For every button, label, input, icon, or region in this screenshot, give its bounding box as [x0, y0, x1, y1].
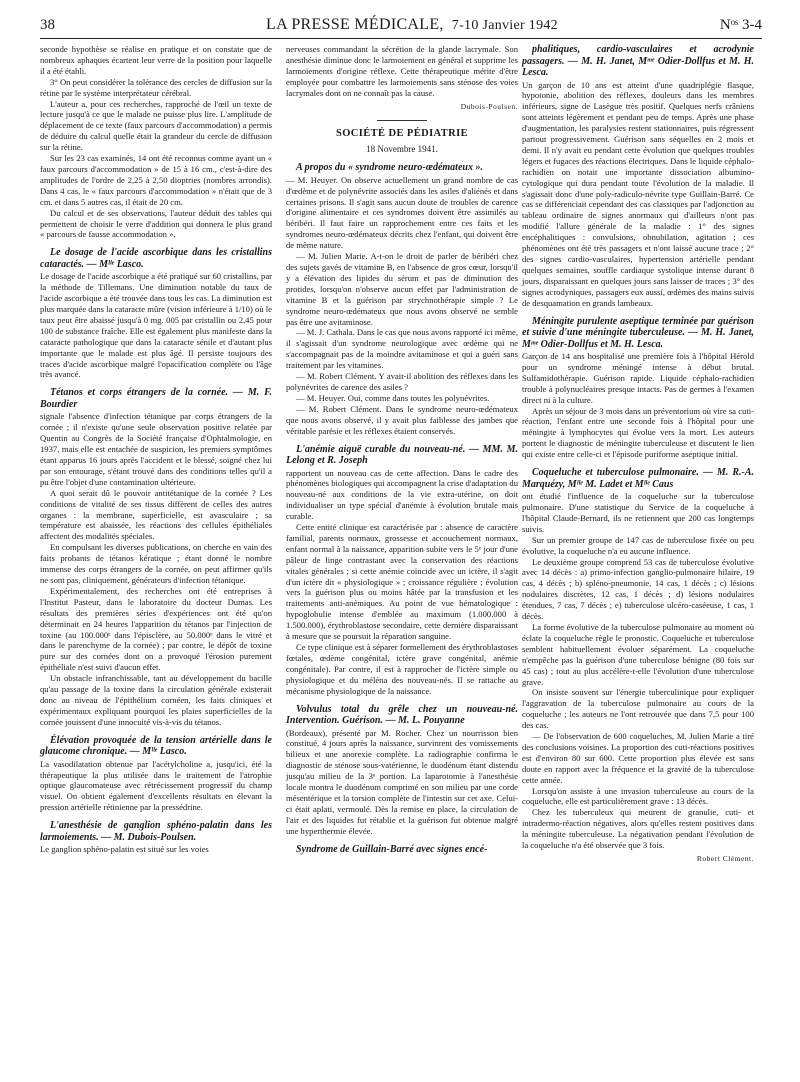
- paragraph: rapportent un nouveau cas de cette affection. Dans le cadre des phénomènes biologiques qui accompagnent la crise d'adaptation du nouveau-né aux conditions de la vie extra-utérine, on doit individualiser un type spécial d'anémie à évolution brutale mais curable.: [286, 467, 518, 522]
- paragraph: En compulsant les diverses publications, on cherche en vain des faits probants de tétanos kératique ; étant donné le nombre immense des corps étrangers de la cornée, on peut affirmer qu'ils ne sont pas, cliniquement, générateurs d'infection tétanique.: [40, 542, 272, 585]
- page-header: [40, 14, 762, 36]
- paragraph: On insiste souvent sur l'énergie tuberculinique pour expliquer l'aggravation de la tuberculose pulmonaire au cours de la coqueluche ; les auteurs ne l'ont retrouvée que dans 7,5 pour 100 des cas.: [522, 687, 754, 731]
- header-rule: [40, 38, 762, 39]
- issue-number: Nᵒˢ 3-4: [719, 17, 762, 33]
- journal-name: LA PRESSE MÉDICALE,: [266, 16, 444, 33]
- paragraph: La forme évolutive de la tuberculose pulmonaire au moment où éclate la coqueluche règle le pronostic. Coqueluche et tuberculose semblent habituellement évoluer séparément. La coqueluche n'empêche pas la guérison d'une tuberculose bénigne (80 fois sur 45 cas) ; tout au plus accélère-t-elle l'évolution d'une tuberculose grave.: [522, 621, 754, 687]
- paragraph: L'auteur a, pour ces recherches, rapproché de l'œil un texte de lecture jusqu'à ce que le malade ne puisse plus lire. L'amplitude de déplacement de ce texte (faux parcours d'accommodation) a permis de déduire du calcul quelle était la grandeur du cercle de diffusion sur la rétine.: [40, 98, 272, 153]
- author-signature: Dubois-Poulsen.: [460, 101, 518, 111]
- paragraph: Le dosage de l'acide ascorbique a été pratiqué sur 60 cristallins, par la méthode de Tillemans. Une diminution notable du taux de l'acide ascorbique a été trouvée dans tous les cas. La diminution est plus marquée dans la cataracte mûre (vision inférieure à 1/10) où le taux peut être abaissé jusqu'à 0 mg. 005 par cristallin ou 2,45 pour 100 de substance fraîche. Elle est également plus manifeste dans la cataracte pathologique que dans la cataracte sénile et d'autant plus importante que le malade est plus âgé. Il persiste toujours des traces d'acide ascorbique malgré l'opacification complète ou l'âge très avancé.: [40, 271, 272, 380]
- paragraph: Du calcul et de ses observations, l'auteur déduit des tables qui permettent de choisir le verre d'addition qui donnera le plus grand « parcours de fausse accommodation ».: [40, 207, 272, 240]
- paragraph: Le deuxième groupe comprend 53 cas de tuberculose évolutive avec 14 décès : a) primo-infection ganglio-pulmonaire hilaire, 19 cas, 4 décès ; b) spléno-pneumonie, 14 cas, 1 décès ; c) lésions nodulaires discrètes, 12 cas, 1 décès ; d) lésions nodulaires étendues, 7 cas, 7 décès ; e) tuberculose ulcéro-caséeuse, 1 cas, 1 décès.: [522, 556, 754, 622]
- paragraph: Ce type clinique est à séparer formellement des érythroblastoses fœtales, œdème congénital, ictère grave congénital, anémie congénitale). Par contre, il est à rapprocher de l'ictère simple ou physiologique et du méléna des nouveau-nés. Il se rattache au mécanisme physiologique de la naissance.: [286, 642, 518, 696]
- paragraph: Garçon de 14 ans hospitalisé une première fois à l'hôpital Hérold pour un syndrome méningé intense à début brutal. Sulfamidothérapie. Guérison rapide. Liquide céphalo-rachidien trouble à polynucléaires presque intacts. Pas de germes à l'examen direct ni à la culture.: [522, 351, 754, 405]
- paragraph: Cette entité clinique est caractérisée par : absence de caractère familial, parents normaux, grossesse et accouchement normaux, enfant normal à la naissance, apparition subite vers le 5ᵉ jour d'une pâleur de linge contrastant avec la conservation des réactions vitales générales ; si cette anémie coïncide avec un ictère, il s'agit d'un ictère dit « physiologique » ; croissance régulière ; évolution vers la guérison plus ou moins hâtée par la transfusion et les traitements anti-anémiques. Au point de vue hématologique : hypoglobulie intense d'emblée au maximum (1.000.000 à 1.500.000), érythroblastose secondaire, cette dernière disparaissant à mesure que se poursuit la réparation sanguine.: [286, 522, 518, 642]
- paragraph: — M. Robert Clément. Y avait-il abolition des réflexes dans les polynévrites de carence des asiles ?: [286, 371, 518, 392]
- paragraph: — M. J. Cathala. Dans le cas que nous avons rapporté ici même, il s'agissait d'un syndrome neurologique avec œdème qui ne s'accompagnait pas de la moindre avitaminose et qui a guéri sans traitement par les vitamines.: [286, 327, 518, 371]
- paragraph: (Bordeaux), présenté par M. Rocher. Chez un nourrisson bien constitué, 4 jours après la naissance, survinrent des vomissements bilieux et une anorexie complète. La radiographie confirma le diagnostic de sténose sous-vatérienne, le duodénum étant distendu jusqu'au milieu de la 3ᵉ portion. La laparotomie à l'anesthésie locale montra le duodénum comprimé en son milieu par une corde mésentérique et la torsion complète de l'intestin sur cet axe. Celui-ci était aplati, vermoulé. Dès la remise en place, la circulation de l'air et des liquides fut rétablie et la guérison fut obtenue malgré une hyperthermie élevée.: [286, 727, 518, 836]
- author-signature: Robert Clément.: [696, 854, 754, 863]
- article-heading: Élévation provoquée de la tension artérielle dans le glaucome chronique. — Mˡˡᵉ Lasco.: [40, 734, 272, 758]
- section-divider: [377, 120, 427, 121]
- paragraph: A quoi serait dû le pouvoir antitétanique de la cornée ? Les conditions de vitalité de ses tissus diffèrent de celles des autres organes : la membrane, superficielle, est avasculaire ; sa température est abaissée, les réactions des cellules épithéliales affectent des modalités spéciales.: [40, 487, 272, 542]
- paragraph: — M. Heuyer. Oui, comme dans toutes les polynévrites.: [296, 392, 490, 403]
- issue-date: 7-10 Janvier 1942: [451, 18, 558, 33]
- page-number: 38: [40, 17, 55, 33]
- paragraph: — M. Julien Marie. A-t-on le droit de parler de béribéri chez des sujets gavés de vitamine B, en l'absence de gros cœur, lorsqu'il y a élévation des lipides du sérum et pas de diminution des protides, lorsqu'on n'observe aucun effet par l'administration de vitamine B et la guérison par strychnothérapie simple ? Le syndrome neuro-œdémateux que nous avons observé ne semble pas être une avitaminose.: [286, 251, 518, 327]
- paragraph: Expérimentalement, des recherches ont été entreprises à l'Institut Pasteur, dans le laboratoire du docteur Dumas. Les résultats des premières séries d'expériences ont été qu'on déterminait en 24 heures l'apparition du tétanos par l'injection de toxine (au 100.000ᵉ dans l'épisclère, au 50.000ᵉ dans le vitré et dans le parenchyme de la cornée) ; par contre, le dépôt de toxine pure sur des cornées dont on a provoqué l'érosion purement épithéliale n'est suivi d'aucun effet.: [40, 585, 272, 673]
- article-heading: Méningite purulente aseptique terminée par guérison et suivie d'une méningite tuberculeuse. — M. H. Janet, Mᵐᵉ Odier-Dollfus et M. H. Lesca.: [522, 315, 754, 350]
- article-heading: Syndrome de Guillain-Barré avec signes encé-: [296, 843, 488, 855]
- article-heading: L'anémie aiguë curable du nouveau-né. — MM. M. Lelong et R. Joseph: [286, 443, 518, 466]
- article-heading: A propos du « syndrome neuro-œdémateux ».: [296, 162, 483, 174]
- session-date: 18 Novembre 1941.: [366, 144, 438, 155]
- paragraph: ont étudié l'influence de la coqueluche sur la tuberculose pulmonaire. D'une statistique du Service de la coqueluche à l'hôpital Claude-Bernard, ils ne retiennent que 200 cas longtemps suivis.: [522, 491, 754, 534]
- article-heading: L'anesthésie de ganglion sphéno-palatin dans les larmoiements. — M. Dubois-Poulsen.: [40, 820, 272, 843]
- article-heading: Volvulus total du grêle chez un nouveau-né. Intervention. Guérison. — M. L. Pouyanne: [286, 703, 518, 727]
- paragraph: Sur un premier groupe de 147 cas de tuberculose fixée ou peu évolutive, la coqueluche n'a eu aucune influence.: [522, 534, 754, 556]
- column-right: [522, 44, 754, 868]
- paragraph: Lorsqu'on assiste à une invasion tuberculeuse au cours de la coqueluche, elle est particulièrement grave : 13 décès.: [522, 785, 754, 807]
- paragraph: Après un séjour de 3 mois dans un préventorium où vire sa cuti-réaction, l'enfant entre une seconde fois à l'hôpital pour une méningite à lymphocytes qui évolue vers la mort. Les auteurs portent le diagnostic de méningite tuberculeuse et discutent le lien qui existe entre celle-ci et l'épisode puriforme aseptique initial.: [522, 405, 754, 460]
- paragraph: signale l'absence d'infection tétanique par corps étrangers de la cornée ; il n'existe qu'une seule observation positive relatée par Quentin au Congrès de la Société française d'Ophtalmologie, en 1937, mais elle est entachée de suspicion, les premiers symptômes étant apparus 16 jours après l'accident et le blessé, soigné chez lui par son entourage, s'étant trouvé dans des conditions telles qu'il a pu être l'objet d'une contamination ultérieure.: [40, 411, 272, 487]
- paragraph: seconde hypothèse se réalise en pratique et on constate que de nombreux aphaques écartent leur verre de la position pour laquelle il a été établi.: [40, 44, 272, 76]
- article-heading: Tétanos et corps étrangers de la cornée. — M. F. Bourdier: [40, 387, 272, 410]
- paragraph: Chez les tuberculeux qui meurent de granulie, cuti- et intradermo-réaction négatives, alors qu'elles restent positives dans la méningite tuberculeuse. La négativation pendant l'évolution de la coqueluche n'a été observée que 3 fois.: [522, 807, 754, 851]
- paragraph: La vasodilatation obtenue par l'acétylcholine a, jusqu'ici, été la thérapeutique la plus utilisée dans le traitement de l'atrophie optique glaucomateuse avec rétrécissement progressif du champ visuel. On obtient également d'excellents résultats en élevant la pression artérielle rétinienne par la pressédrine.: [40, 758, 272, 813]
- paragraph: Sur les 23 cas examinés, 14 ont été reconnus comme ayant un « faux parcours d'accommodation » de 15 à 16 cm., c'est-à-dire des amplitudes de l'ordre de 2,25 à 2,50 dioptries (nombres arrondis). Dans 4 cas, le « faux parcours d'accommodation » n'était que de 3 cm. et dans 5 autres cas, il était de 20 cm.: [40, 153, 272, 207]
- running-title: [266, 16, 558, 34]
- paragraph: Un garçon de 10 ans est atteint d'une quadriplégie flasque, hypotonie, abolition des réflexes, douleurs dans les membres inférieurs, signe de Lasègue très positif. Quelques nerfs crâniens sont atteints légèrement et pendant peu de temps. Après une phase d'augmentation, les paralysies restent stationnaires, puis régressent partout progressivement. Guérison sans séquelles en 2 mois et demi. Il n'y avait eu pendant cette évolution que quelques troubles légers et fugaces des réactions électriques. Dans le liquide céphalo-rachidien on notait une importante dissociation albumino-cytologique qui dura pendant toute l'évolution de la maladie. Il s'agissait donc d'une poly-radiculo-névrite type Guillain-Barré. Ce cas se différenciait cependant des cas classiques par l'adjonction au tableau ordinaire de signes anormaux qui d'ailleurs n'ont pas modifié l'allure générale de la maladie : 1° des signes encéphalitiques : convulsions, obnubilation, agitation ; ces phénomènes ont été très passagers et n'ont laissé aucune trace ; 2° des signes cardio-vasculaires, hypertension artérielle pendant quelques semaines, souffle cardiaque systolique intense durant 8 jours, disparaissant en quelques jours sans laisser de traces ; 3° des signes acrodyniques, passagers eux aussi, œdèmes des mains suivis de desquamation en grands lambeaux.: [522, 79, 754, 308]
- article-heading: Coqueluche et tuberculose pulmonaire. — M. R.-A. Marquézy, Mˡˡᵉ M. Ladet et Mˡˡᵉ Caus: [522, 467, 754, 490]
- paragraph: Le ganglion sphéno-palatin est situé sur les voies: [40, 844, 209, 855]
- paragraph: nerveuses commandant la sécrétion de la glande lacrymale. Son anesthésie diminue donc le larmoiement en général et supprime les larmoiements d'origine réflexe. Cette thérapeutique mérite d'être employée pour combattre les larmoiements sans sténose des voies lacrymales dont on ne connaît pas la cause.: [286, 44, 518, 98]
- article-heading: Le dosage de l'acide ascorbique dans les cristallins cataractés. — Mˡˡᵉ Lasco.: [40, 247, 272, 270]
- paragraph: Un obstacle infranchissable, tant au développement du bacille qu'au passage de la toxine dans la circulation générale existerait donc au niveau de l'épithélium cornéen, les faits cliniques et expérimentaux expliquant pourquoi les plaies superficielles de la cornée jouissent d'une innocuité vis-à-vis du tétanos.: [40, 673, 272, 727]
- paragraph: — M. Robert Clément. Dans le syndrome neuro-œdémateux que nous avons observé, il y avait plus faiblesse des jambes que véritable parésie et les réflexes étaient conservés.: [286, 403, 518, 436]
- paragraph: 3° On peut considérer la tolérance des cercles de diffusion sur la rétine par le système interprétateur cérébral.: [40, 76, 272, 98]
- column-middle: [286, 44, 518, 856]
- column-left: [40, 44, 272, 855]
- society-title: SOCIÉTÉ DE PÉDIATRIE: [335, 128, 469, 140]
- paragraph: — De l'observation de 600 coqueluches, M. Julien Marie a tiré des conclusions voisines. La proportion des cuti-réactions positives est d'environ 80 sur 600. Cette proportion plus élevée est sans doute en rapport avec la fréquence et la gravité de la tuberculose cette année.: [522, 731, 754, 785]
- article-heading: phalitiques, cardio-vasculaires et acrodynie passagers. — M. H. Janet, Mᵐᵉ Odier-Dollfus et M. H. Lesca.: [522, 44, 754, 78]
- paragraph: — M. Heuyer. On observe actuellement un grand nombre de cas d'œdème et de polynévrite associés dans les asiles d'aliénés et dans certaines prisons. Il s'agit sans aucun doute de troubles de carence d'origine alimentaire et ces syndromes doivent être assimilés au béribéri. Il faut faire un rapprochement entre ces faits et les syndromes neuro-œdémateux décrits chez l'enfant, qui doivent être de même nature.: [286, 174, 518, 251]
